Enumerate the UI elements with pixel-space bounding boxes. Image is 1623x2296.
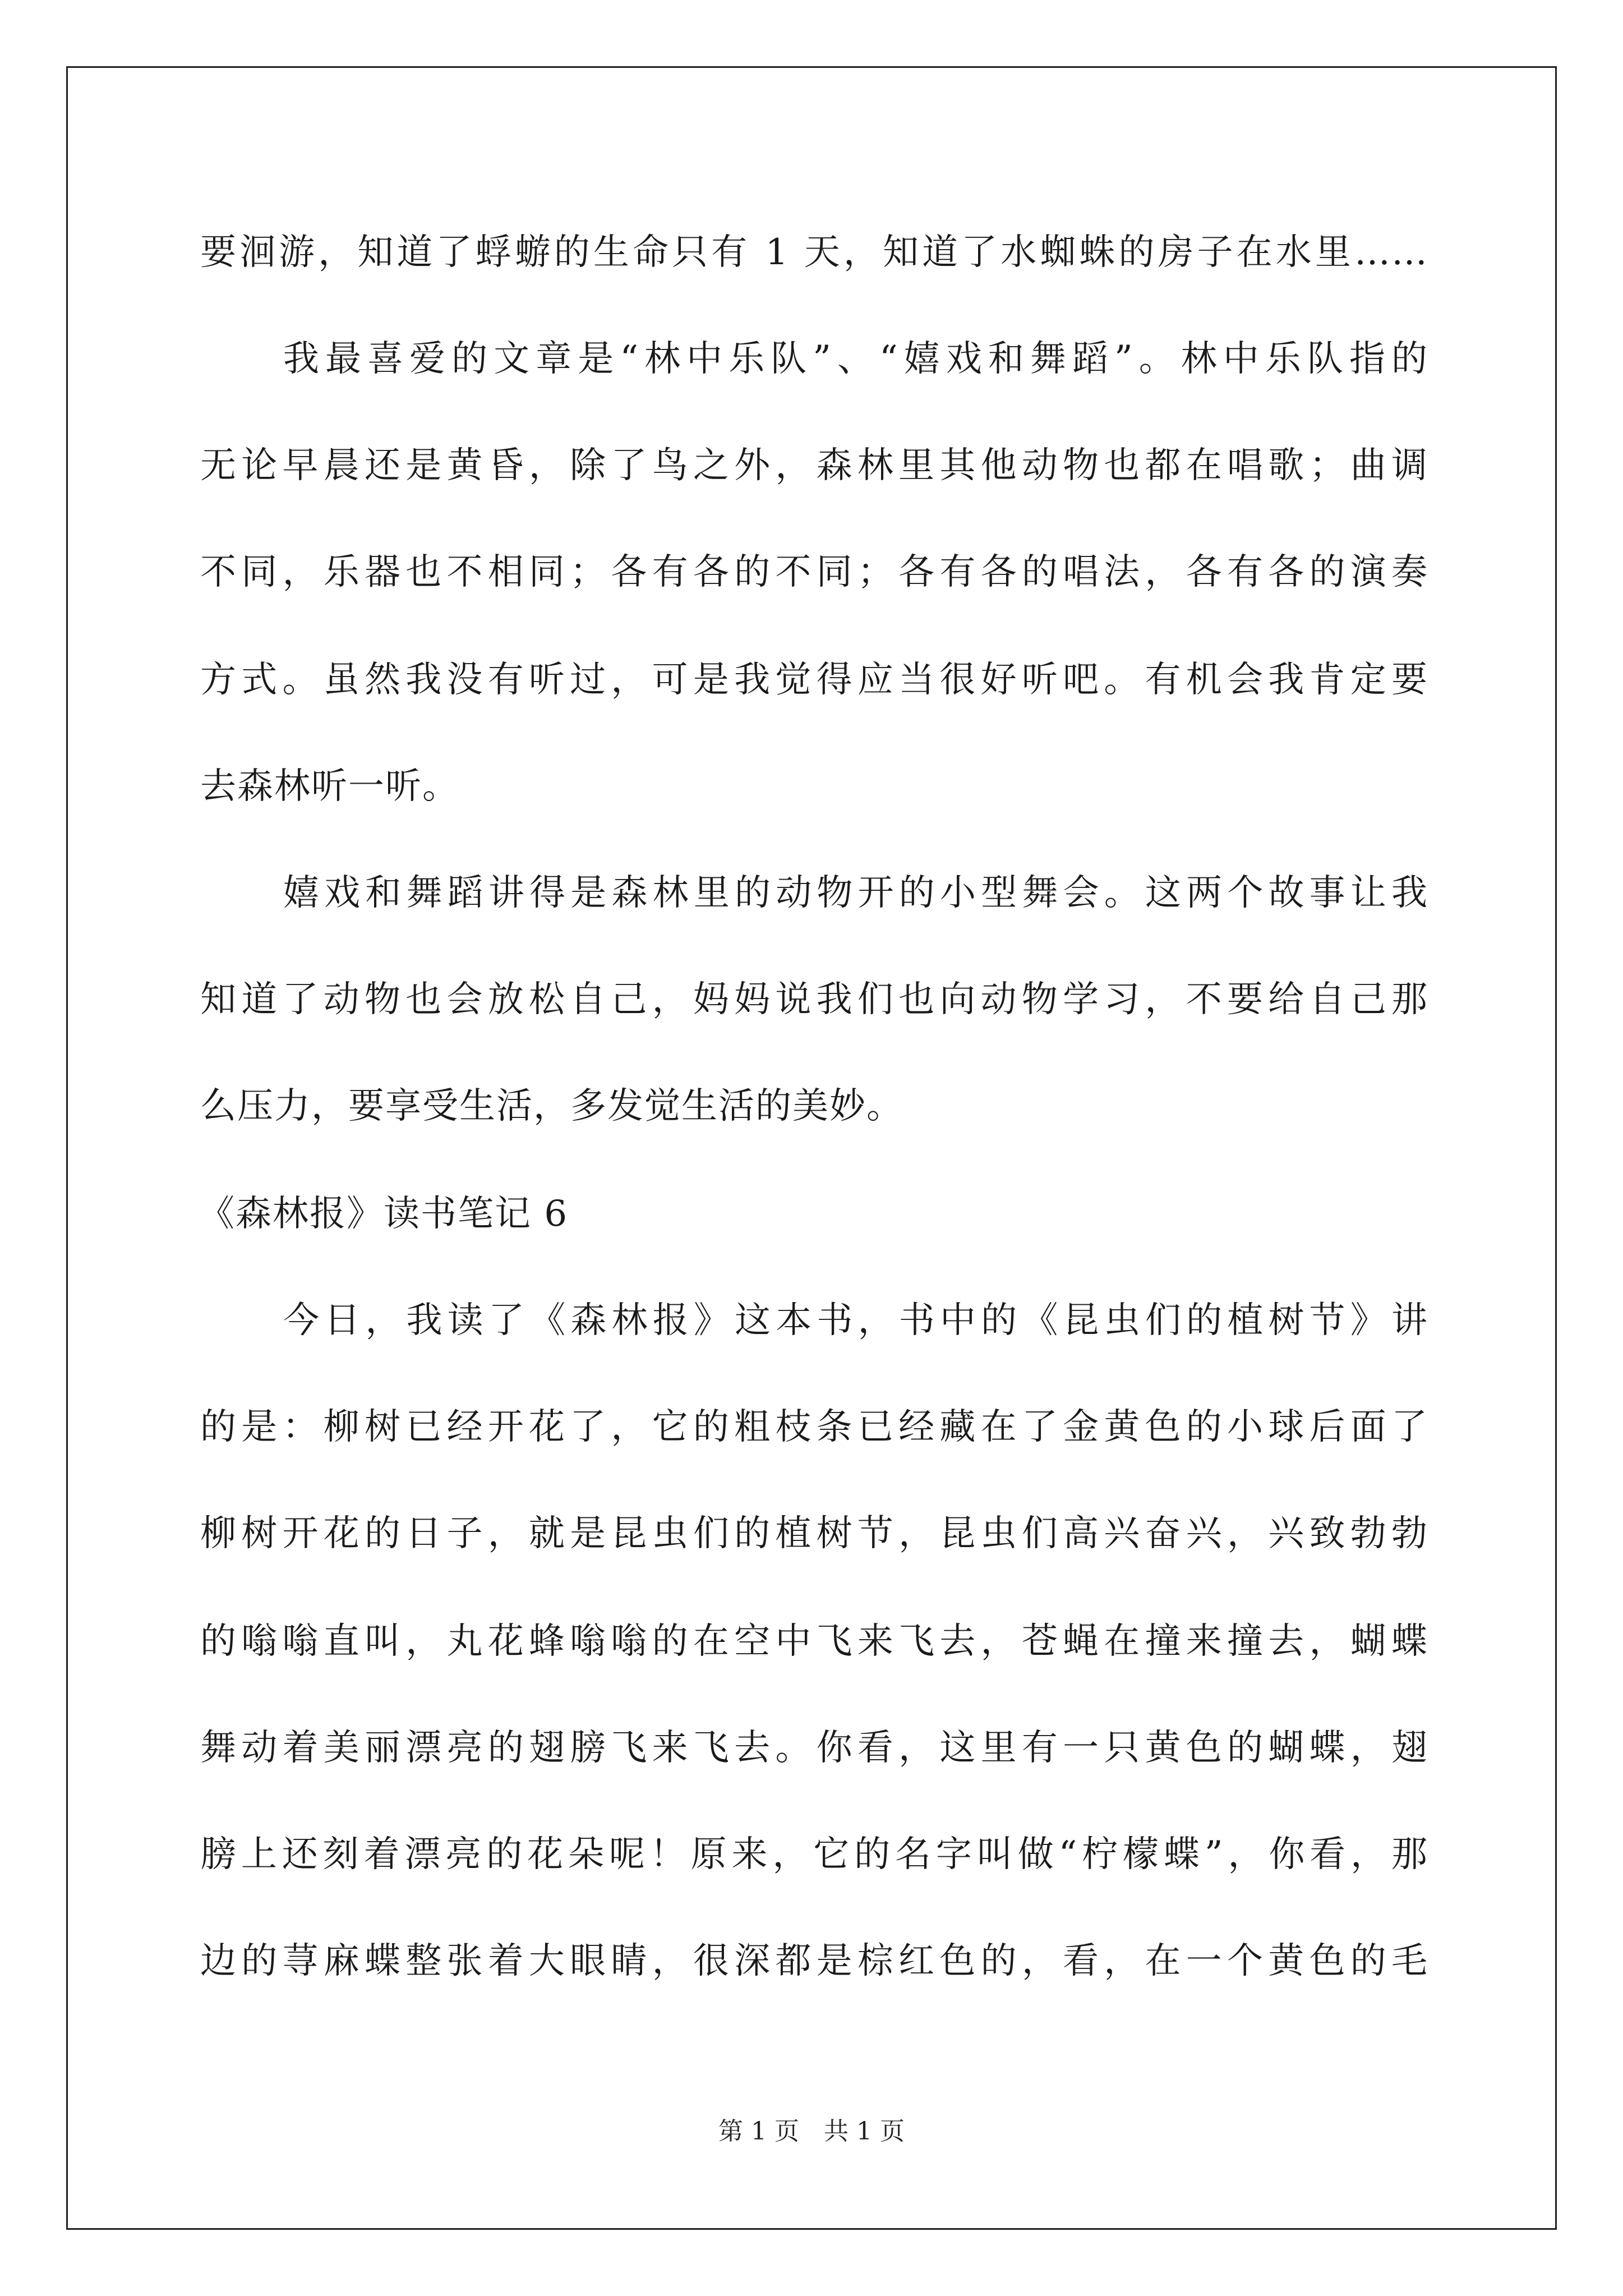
- text-line-11: 今日，我读了《森林报》这本书，书中的《昆虫们的植树节》讲: [283, 1300, 1428, 1341]
- text-line-7: 嬉戏和舞蹈讲得是森林里的动物开的小型舞会。这两个故事让我: [283, 872, 1428, 914]
- text-line-13: 柳树开花的日子，就是昆虫们的植树节，昆虫们高兴奋兴，兴致勃勃: [200, 1513, 1428, 1554]
- text-line-15: 舞动着美丽漂亮的翅膀飞来飞去。你看，这里有一只黄色的蝴蝶，翅: [200, 1727, 1428, 1769]
- text-line-5: 方式。虽然我没有听过，可是我觉得应当很好听吧。有机会我肯定要: [200, 659, 1428, 701]
- section-heading: 《森林报》读书笔记 6: [199, 1193, 569, 1235]
- page-footer: 第 1 页 共 1 页: [718, 2117, 905, 2146]
- text-line-1: 要洄游，知道了蜉蝣的生命只有 1 天，知道了水蜘蛛的房子在水里……: [200, 232, 1428, 273]
- text-line-4: 不同，乐器也不相同；各有各的不同；各有各的唱法，各有各的演奏: [200, 551, 1428, 593]
- text-line-3: 无论早晨还是黄昏，除了鸟之外，森林里其他动物也都在唱歌；曲调: [200, 445, 1428, 486]
- text-line-8: 知道了动物也会放松自己，妈妈说我们也向动物学习，不要给自己那: [200, 979, 1428, 1020]
- text-line-16: 膀上还刻着漂亮的花朵呢！原来，它的名字叫做“柠檬蝶”，你看，那: [200, 1834, 1428, 1875]
- text-line-6: 去森林听一听。: [200, 766, 459, 807]
- text-line-9: 么压力，要享受生活，多发觉生活的美妙。: [200, 1085, 903, 1127]
- text-line-14: 的嗡嗡直叫，丸花蜂嗡嗡的在空中飞来飞去，苍蝇在撞来撞去，蝴蝶: [200, 1621, 1428, 1662]
- text-line-2: 我最喜爱的文章是“林中乐队”、“嬉戏和舞蹈”。林中乐队指的: [283, 338, 1428, 380]
- text-line-17: 边的荨麻蝶整张着大眼睛，很深都是棕红色的，看，在一个黄色的毛: [200, 1940, 1428, 1982]
- page-border: [66, 66, 1557, 2230]
- text-line-12: 的是：柳树已经开花了，它的粗枝条已经藏在了金黄色的小球后面了: [200, 1406, 1428, 1448]
